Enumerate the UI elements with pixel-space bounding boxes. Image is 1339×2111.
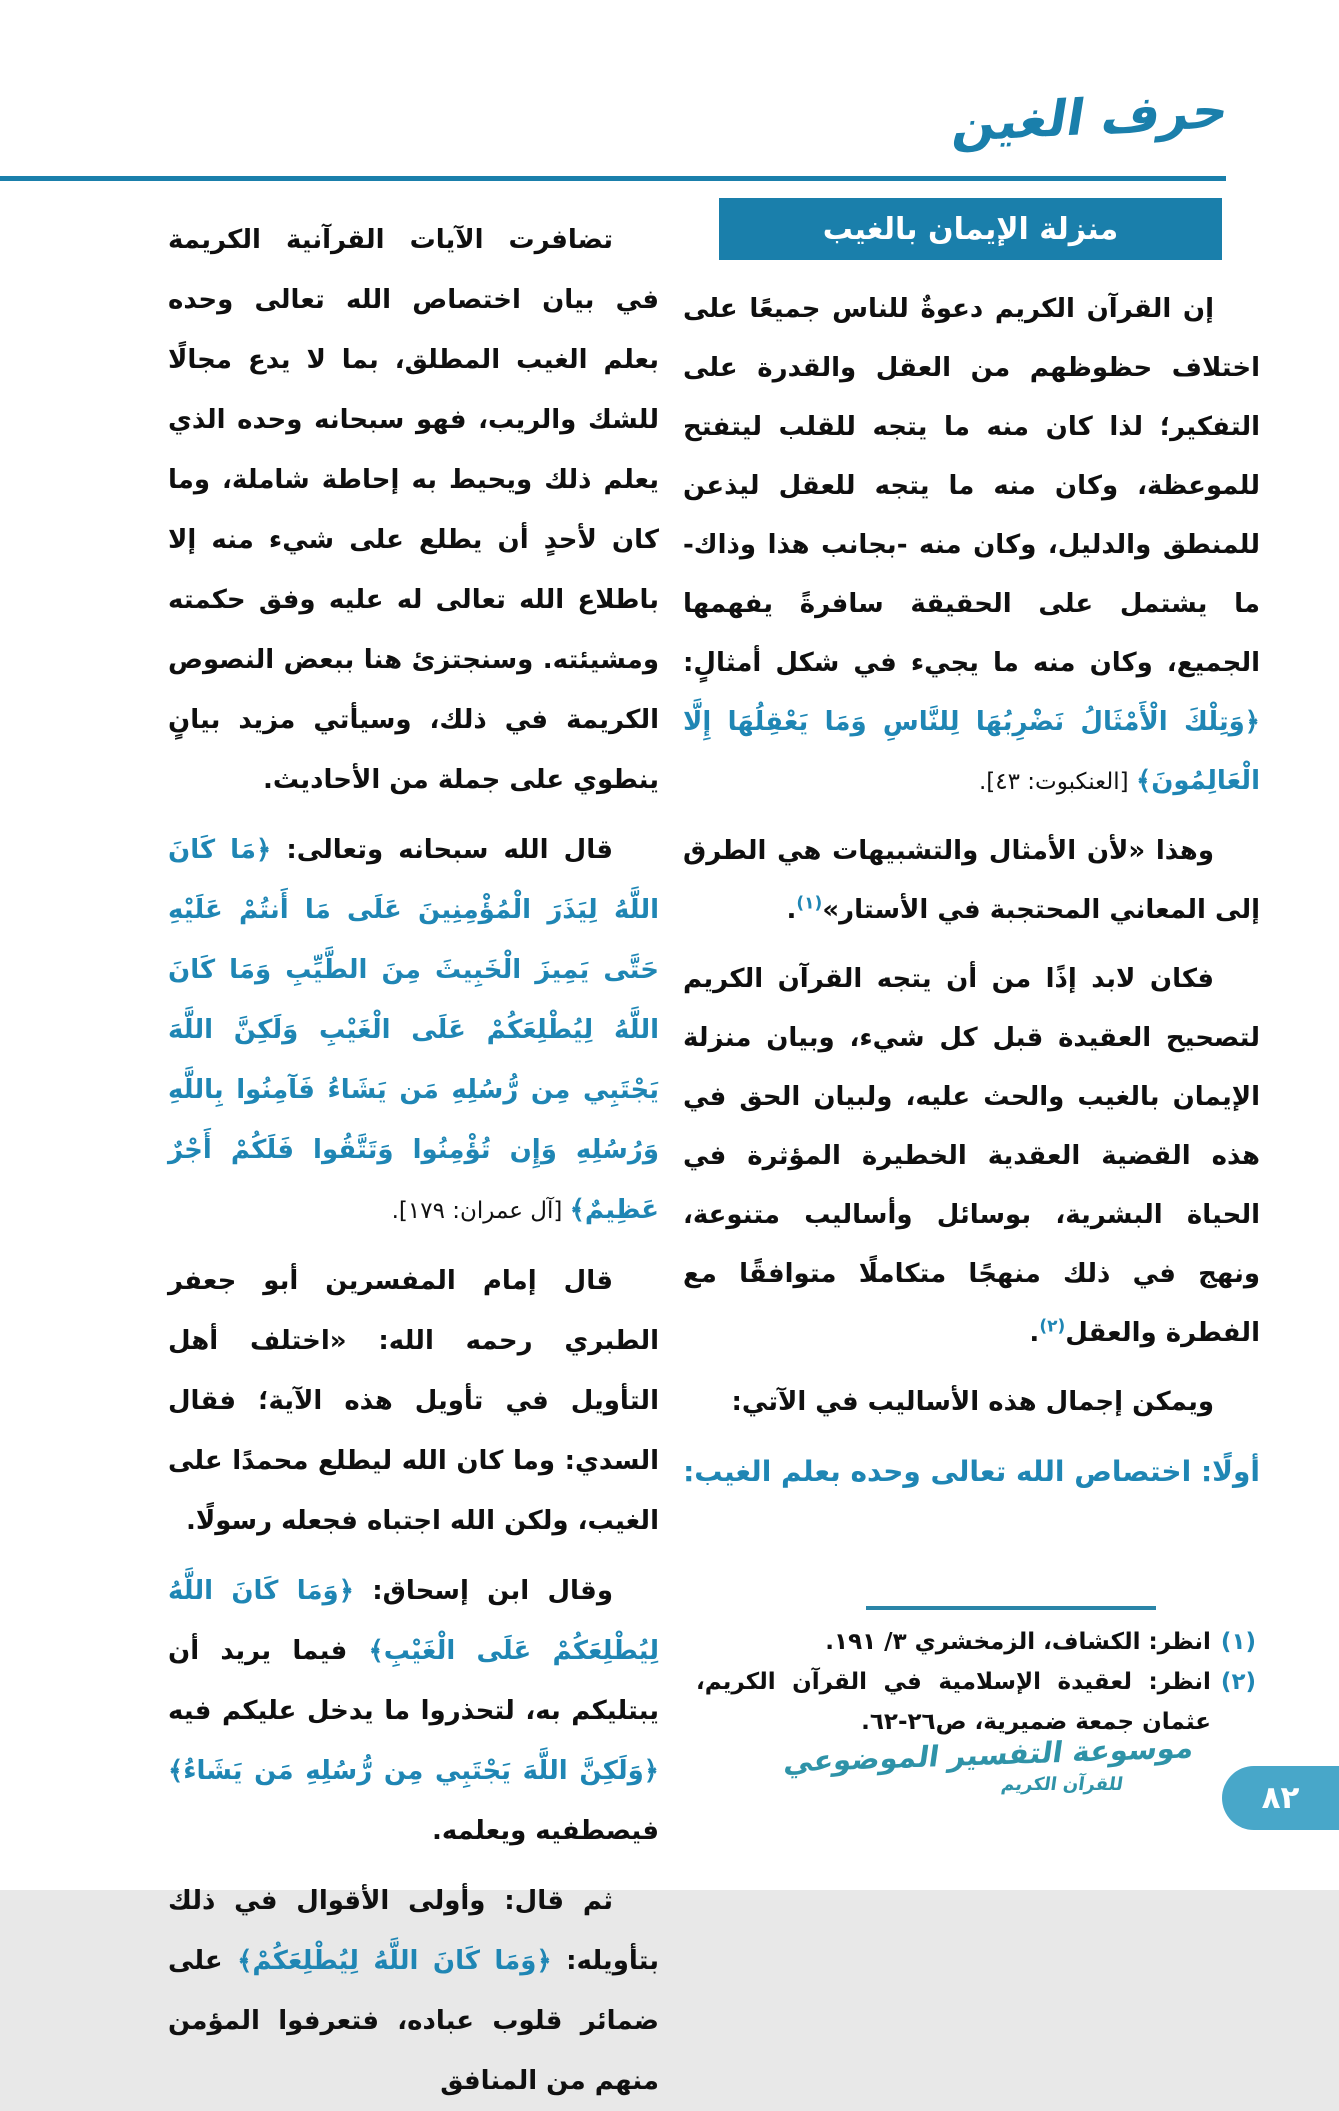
paragraph-text: وهذا «لأن الأمثال والتشبيهات هي الطرق إلى المعاني المحتجبة في الأستار»: [683, 836, 1260, 925]
paragraph: تضافرت الآيات القرآنية الكريمة في بيان اختصاص الله تعالى وحده بعلم الغيب المطلق، بما لا يدع مجالًا للشك والريب، فهو سبحانه وحده الذي يعلم ذلك ويحيط به إحاطة شاملة، وما كان لأحدٍ أن يطلع على شيء منه إلا باطلاع الله تعالى له عليه وفق حكمته ومشيئته. وسنجتزئ هنا ببعض النصوص الكريمة في ذلك، وسيأتي مزيد بيانٍ ينطوي على جملة من الأحاديث.: [168, 225, 659, 795]
paragraph-text: ثم قال: وأولى الأقوال في ذلك بتأويله:: [168, 1886, 659, 1976]
footnote-text: انظر: لعقيدة الإسلامية في القرآن الكريم، عثمان جمعة ضميرية، ص٢٦-٦٢.: [696, 1669, 1211, 1735]
page-number-badge: [1222, 1766, 1339, 1830]
paragraph-text: .: [1029, 1318, 1040, 1348]
paragraph-text: فكان لابد إذًا من أن يتجه القرآن الكريم لتصحيح العقيدة قبل كل شيء، وبيان منزلة الإيمان بالغيب والحث عليه، ولبيان الحق في هذه القضية العقدية الخطيرة المؤثرة في الحياة البشرية، بوسائل وأساليب متنوعة، ونهج في ذلك منهجًا متكاملًا متوافقًا مع الفطرة والعقل: [683, 964, 1260, 1348]
quran-verse: ﴿وَمَا كَانَ اللَّهُ لِيُطْلِعَكُمْ﴾: [237, 1946, 552, 1976]
paragraph: [168, 1561, 659, 1861]
paragraph: ويمكن إجمال هذه الأساليب في الآتي:: [731, 1387, 1214, 1417]
footnote-number: (١): [1220, 1629, 1256, 1655]
paragraph: [168, 1871, 659, 2111]
footnote-mark: (١): [796, 893, 823, 914]
paragraph: [683, 950, 1260, 1363]
chapter-heading-calligraphy: حرف الغين: [948, 80, 1233, 154]
subsection-heading: أولًا: اختصاص الله تعالى وحده بعلم الغيب:: [683, 1455, 1260, 1488]
paragraph-text: قال الله سبحانه وتعالى:: [271, 835, 613, 865]
paragraph-text: وقال ابن إسحاق:: [353, 1576, 613, 1606]
logo-title-line: موسوعة التفسير الموضوعي: [781, 1730, 1197, 1779]
logo-subtitle-line: للقرآن الكريم: [999, 1774, 1125, 1796]
footnote-mark: (٢): [1039, 1316, 1066, 1337]
paragraph-text: إن القرآن الكريم دعوةٌ للناس جميعًا على اختلاف حظوظهم من العقل والقدرة على التفكير؛ لذا كان منه ما يتجه للقلب ليتفتح للموعظة، وكان منه ما يتجه للعقل ليذعن للمنطق والدليل، وكان منه -بجانب هذا وذاك- ما يشتمل على الحقيقة سافرةً يفهمها الجميع، وكان منه ما يجيء في شكل أمثالٍ:: [683, 294, 1260, 678]
paragraph-text: .: [786, 895, 797, 925]
left-column: [168, 198, 659, 2096]
right-column: [683, 198, 1260, 1602]
paragraph: [168, 820, 659, 1241]
section-title: منزلة الإيمان بالغيب: [822, 211, 1119, 247]
paragraph-text: فيما يريد أن يبتليكم به، لتحذروا ما يدخل عليكم فيه: [168, 1636, 659, 1726]
quran-verse: ﴿مَا كَانَ اللَّهُ لِيَذَرَ الْمُؤْمِنِينَ عَلَى مَا أَنتُمْ عَلَيْهِ حَتَّى يَمِيزَ الْخَبِيثَ مِنَ الطَّيِّبِ وَمَا كَانَ اللَّهُ لِيُطْلِعَكُمْ عَلَى الْغَيْبِ وَلَكِنَّ اللَّهَ يَجْتَبِي مِن رُّسُلِهِ مَن يَشَاءُ فَآمِنُوا بِاللَّهِ وَرُسُلِهِ وَإِن تُؤْمِنُوا وَتَتَّقُوا فَلَكُمْ أَجْرٌ عَظِيمٌ﴾: [168, 835, 659, 1225]
paragraph: قال إمام المفسرين أبو جعفر الطبري رحمه الله: «اختلف أهل التأويل في تأويل هذه الآية؛ فقال السدي: وما كان الله ليطلع محمدًا على الغيب، ولكن الله اجتباه فجعله رسولًا.: [168, 1266, 659, 1536]
paragraph: [683, 280, 1260, 812]
footnote-number: (٢): [1220, 1669, 1256, 1695]
paragraph-text: فيصطفيه ويعلمه.: [431, 1816, 659, 1846]
header-divider-rule: [0, 176, 1226, 181]
quran-verse: ﴿وَتِلْكَ الْأَمْثَالُ نَضْرِبُهَا لِلنَّاسِ وَمَا يَعْقِلُهَا إِلَّا الْعَالِمُونَ﴾: [683, 707, 1260, 796]
paragraph: [683, 822, 1260, 940]
paragraph-text: على ضمائر قلوب عباده، فتعرفوا المؤمن منهم من المنافق: [168, 1946, 659, 2096]
publisher-logo-calligraphy: [781, 1730, 1197, 1796]
footnote-separator: [866, 1606, 1156, 1610]
footnote-text: انظر: الكشاف، الزمخشري ٣/ ١٩١.: [825, 1629, 1211, 1655]
section-title-box: [719, 198, 1222, 260]
footnotes-block: [696, 1622, 1256, 1742]
verse-reference: [العنكبوت: ٤٣].: [978, 769, 1136, 795]
verse-reference: [آل عمران: ١٧٩].: [391, 1198, 570, 1224]
page-number: ٨٢: [1261, 1780, 1300, 1816]
quran-verse: ﴿وَلَكِنَّ اللَّهَ يَجْتَبِي مِن رُّسُلِهِ مَن يَشَاءُ﴾: [168, 1756, 659, 1786]
quran-verse: ﴿وَمَا كَانَ اللَّهُ لِيُطْلِعَكُمْ عَلَى الْغَيْبِ﴾: [168, 1576, 659, 1666]
footnote-row: [696, 1662, 1256, 1742]
footnote-row: [696, 1622, 1256, 1662]
